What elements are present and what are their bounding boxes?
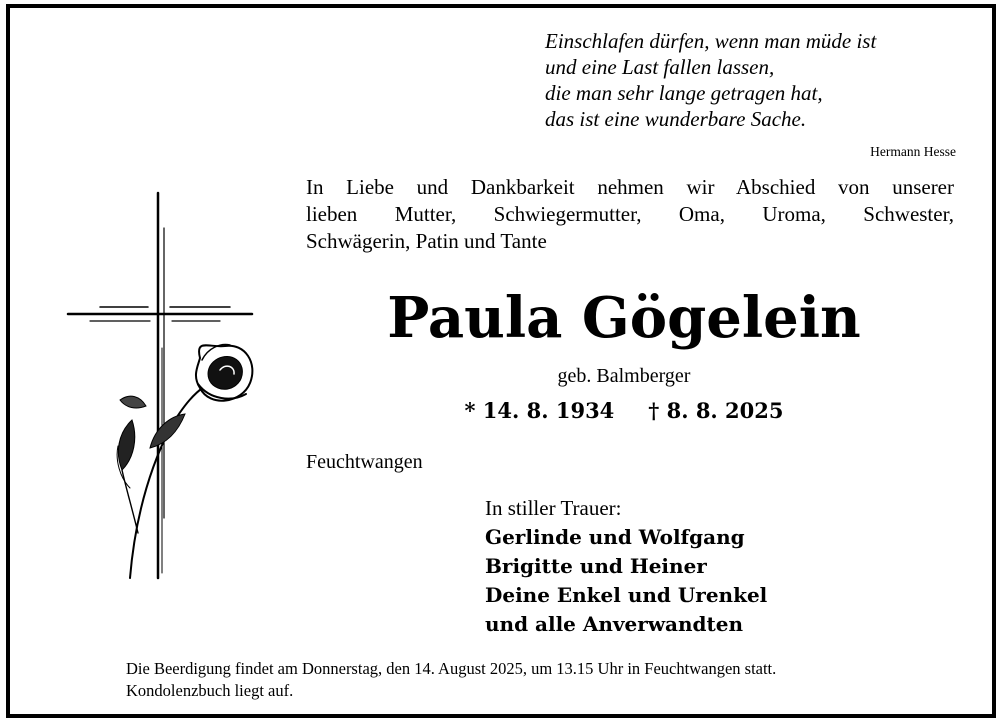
intro-line: lieben Mutter, Schwiegermutter, Oma, Uroma, Schwester, xyxy=(306,202,954,226)
birth-name: geb. Balmberger xyxy=(557,365,691,387)
death-date: † 8. 8. 2025 xyxy=(648,398,784,423)
deceased-name: Paula Gögelein xyxy=(387,285,861,351)
residence-place: Feuchtwangen xyxy=(306,451,423,473)
mourners-block xyxy=(485,494,767,639)
poem-line: das ist eine wunderbare Sache. xyxy=(545,107,807,131)
intro-line: In Liebe und Dankbarkeit nehmen wir Abschied von unserer xyxy=(306,175,954,199)
poem-quote xyxy=(545,28,965,132)
mourner-name: Brigitte und Heiner xyxy=(485,554,707,578)
life-dates xyxy=(310,398,938,423)
obituary-notice xyxy=(6,4,996,718)
poem-author: Hermann Hesse xyxy=(870,144,956,159)
poem-line: die man sehr lange getragen hat, xyxy=(545,81,823,105)
mourner-name: und alle Anverwandten xyxy=(485,612,744,636)
intro-line: Schwägerin, Patin und Tante xyxy=(306,229,547,253)
poem-line: und eine Last fallen lassen, xyxy=(545,55,775,79)
funeral-info-line: Die Beerdigung findet am Donnerstag, den 14. August 2025, um 13.15 Uhr in Feuchtwangen statt. xyxy=(126,659,777,678)
farewell-intro xyxy=(306,174,954,255)
poem-line: Einschlafen dürfen, wenn man müde ist xyxy=(545,29,877,53)
funeral-info-line: Kondolenzbuch liegt auf. xyxy=(126,681,294,700)
birth-date: * 14. 8. 1934 xyxy=(464,398,615,423)
cross-with-rose-icon xyxy=(60,188,260,583)
mourners-heading: In stiller Trauer: xyxy=(485,496,622,520)
mourner-name: Gerlinde und Wolfgang xyxy=(485,525,745,549)
mourner-name: Deine Enkel und Urenkel xyxy=(485,583,768,607)
funeral-info xyxy=(126,658,776,702)
